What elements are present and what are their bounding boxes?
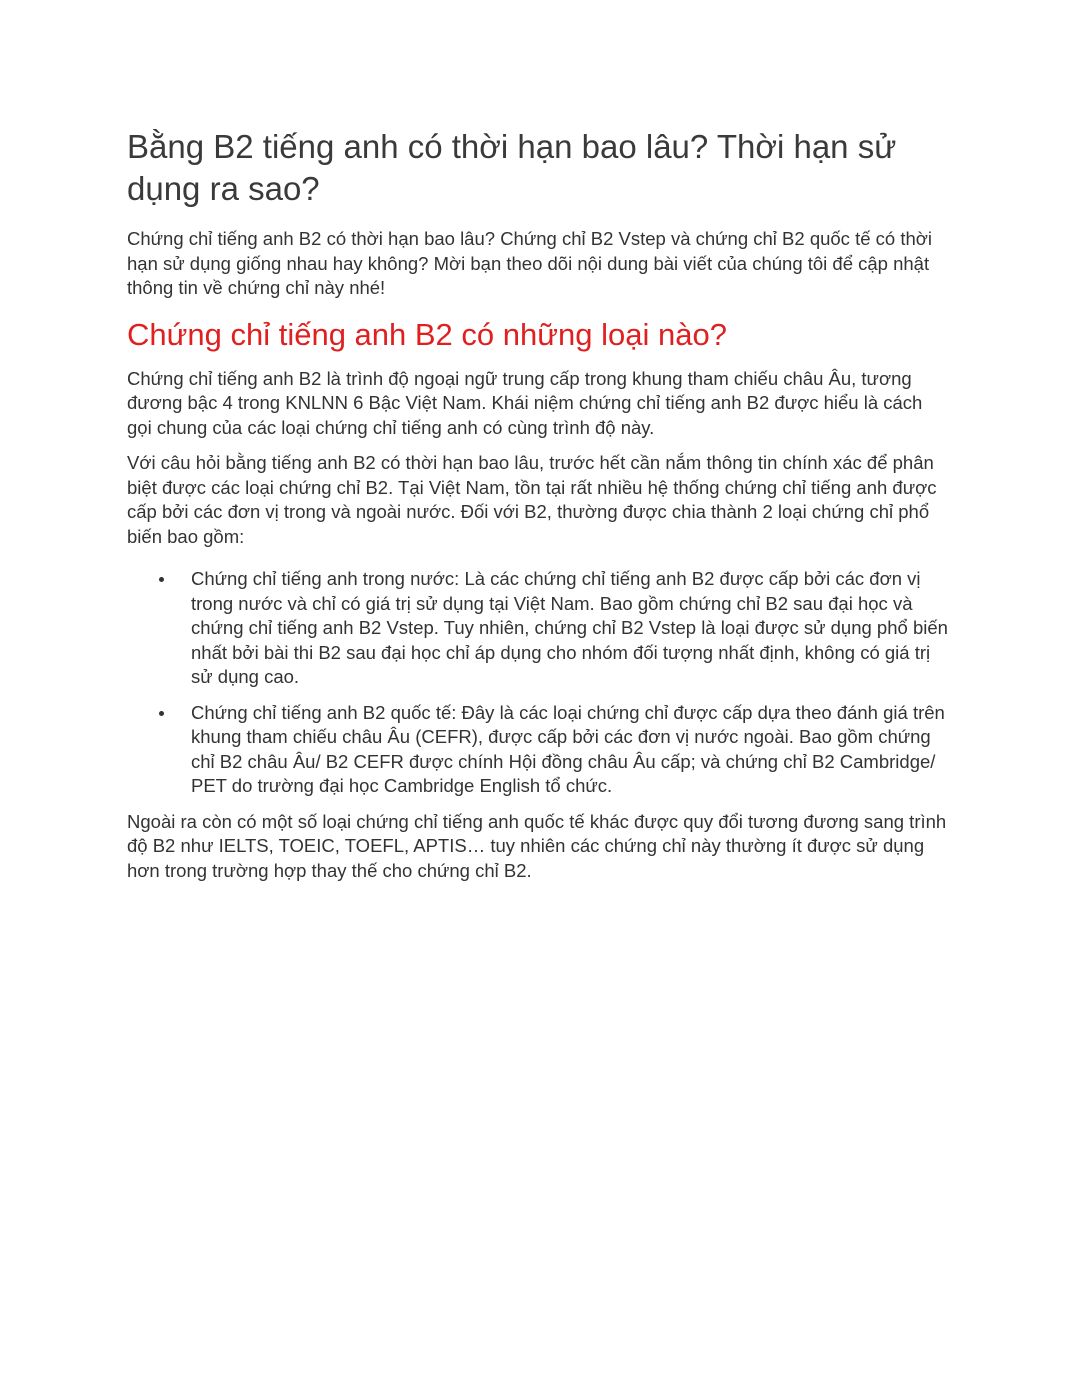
section-paragraph-3: Ngoài ra còn có một số loại chứng chỉ tiếng anh quốc tế khác được quy đổi tương đương sang trình độ B2 như IELTS, TOEIC, TOEFL, APTIS… tuy nhiên các chứng chỉ này thường ít được sử dụng hơn trong trường hợp thay thế cho chứng chỉ B2. [127,810,947,881]
list-item [127,701,949,799]
document-page [127,126,949,894]
list-item-text: Chứng chỉ tiếng anh B2 quốc tế: Đây là các loại chứng chỉ được cấp dựa theo đánh giá trên khung tham chiếu châu Âu (CEFR), được cấp bởi các đơn vị nước ngoài. Bao gồm chứng chỉ B2 châu Âu/ B2 CEFR được chính Hội đồng châu Âu cấp; và chứng chỉ B2 Cambridge/ PET do trường đại học Cambridge English tổ chức. [191,701,945,796]
list-item-text: Chứng chỉ tiếng anh trong nước: Là các chứng chỉ tiếng anh B2 được cấp bởi các đơn vị trong nước và chỉ có giá trị sử dụng tại Việt Nam. Bao gồm chứng chỉ B2 sau đại học và chứng chỉ tiếng anh B2 Vstep. Tuy nhiên, chứng chỉ B2 Vstep là loại được sử dụng phổ biến nhất bởi bài thi B2 sau đại học chỉ áp dụng cho nhóm đối tượng nhất định, không có giá trị sử dụng cao. [191,568,948,687]
list-item [127,567,949,690]
section-paragraph-1: Chứng chỉ tiếng anh B2 là trình độ ngoại ngữ trung cấp trong khung tham chiếu châu Âu, tương đương bậc 4 trong KNLNN 6 Bậc Việt Nam. Khái niệm chứng chỉ tiếng anh B2 được hiểu là cách gọi chung của các loại chứng chỉ tiếng anh có cùng trình độ này. [127,367,923,438]
intro-paragraph: Chứng chỉ tiếng anh B2 có thời hạn bao lâu? Chứng chỉ B2 Vstep và chứng chỉ B2 quốc tế có thời hạn sử dụng giống nhau hay không? Mời bạn theo dõi nội dung bài viết của chúng tôi để cập nhật thông tin về chứng chỉ này nhé! [127,228,932,298]
section-paragraph-2: Với câu hỏi bằng tiếng anh B2 có thời hạn bao lâu, trước hết cần nắm thông tin chính xác để phân biệt được các loại chứng chỉ B2. Tại Việt Nam, tồn tại rất nhiều hệ thống chứng chỉ tiếng anh được cấp bởi các đơn vị trong và ngoài nước. Đối với B2, thường được chia thành 2 loại chứng chỉ phổ biến bao gồm: [127,452,937,547]
certificate-types-list [127,567,949,799]
bullet-icon [159,577,164,582]
document-title: Bằng B2 tiếng anh có thời hạn bao lâu? Thời hạn sử dụng ra sao? [127,128,897,207]
section-heading: Chứng chỉ tiếng anh B2 có những loại nào? [127,316,727,352]
bullet-icon [159,711,164,716]
